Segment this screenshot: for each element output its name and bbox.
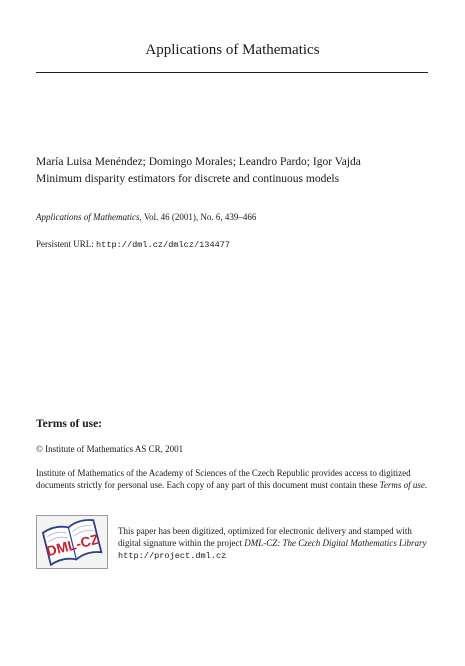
article-title: Minimum disparity estimators for discrete and continuous models — [36, 173, 340, 185]
citation-details: , Vol. 46 (2001), No. 6, 439–466 — [139, 212, 257, 222]
header-divider — [36, 72, 428, 73]
digitization-notice — [118, 525, 430, 563]
terms-notice-end: . — [424, 480, 428, 491]
project-name: DML-CZ: The Czech Digital Mathematics Library — [244, 538, 427, 549]
persistent-url-link[interactable]: http://dml.cz/dmlcz/134477 — [96, 240, 231, 250]
dml-cz-logo — [36, 515, 108, 569]
article-citation — [36, 212, 256, 222]
terms-heading: Terms of use: — [36, 418, 103, 430]
logo-text: DML-CZ — [44, 530, 101, 560]
terms-notice — [36, 467, 430, 491]
journal-title: Applications of Mathematics — [145, 42, 320, 58]
project-url-link[interactable]: http://project.dml.cz — [118, 551, 227, 562]
persistent-url-label: Persistent URL: — [36, 239, 96, 249]
copyright-line: © Institute of Mathematics AS CR, 2001 — [36, 444, 184, 454]
persistent-url — [36, 239, 230, 250]
terms-notice-text: Institute of Mathematics of the Academy of Sciences of the Czech Republic provides access to digitized documents strictly for personal use. Each copy of any part of this document must contain these — [36, 468, 411, 491]
terms-notice-emphasis: Terms of use — [379, 480, 425, 491]
digitization-text: This paper has been digitized, optimized for electronic delivery and stamped with digital signature within the project — [118, 526, 412, 549]
citation-journal: Applications of Mathematics — [36, 212, 140, 222]
dml-cz-logo-graphic — [36, 515, 108, 569]
article-authors: María Luisa Menéndez; Domingo Morales; Leandro Pardo; Igor Vajda — [36, 156, 361, 168]
